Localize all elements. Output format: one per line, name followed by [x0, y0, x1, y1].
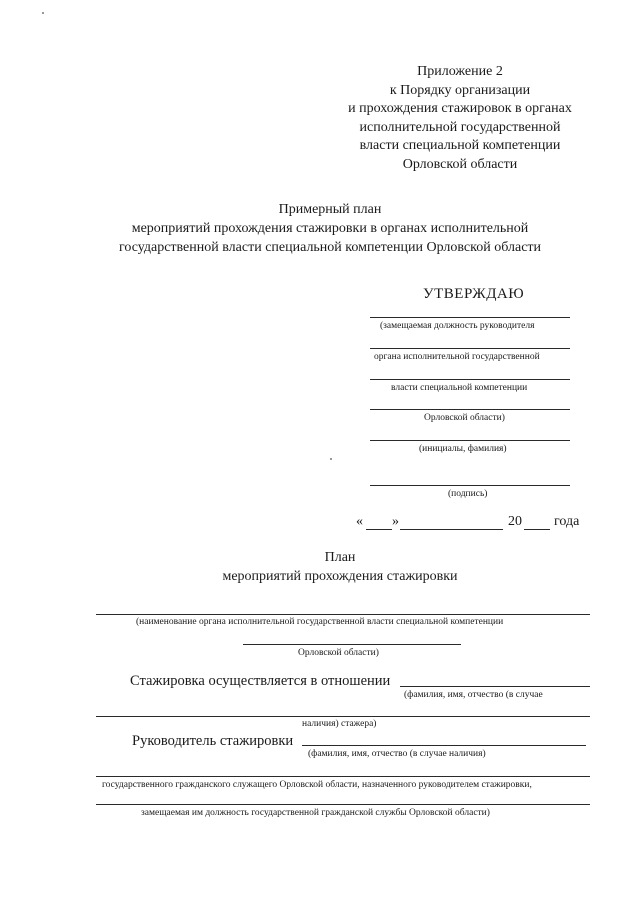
signature-line [370, 317, 570, 318]
org-name-caption: (наименование органа исполнительной государственной власти специальной компетенции [136, 617, 504, 627]
intern-caption-2: наличия) стажера) [302, 719, 377, 729]
approval-caption: власти специальной компетенции [391, 383, 528, 393]
approx-plan-line: государственной власти специальной компетенции Орловской области [118, 240, 542, 255]
signature-line [370, 348, 570, 349]
plan-title: План [324, 550, 356, 565]
head-caption: (фамилия, имя, отчество (в случае наличия) [308, 749, 486, 759]
approval-heading: УТВЕРЖДАЮ [423, 286, 525, 302]
approx-plan-title [60, 200, 600, 257]
appendix-line: к Порядку организации [389, 82, 531, 98]
date-month-blank [400, 529, 503, 530]
plan-title-block [70, 548, 610, 586]
date-year-suffix: года [554, 514, 580, 529]
approval-caption: Орловской области) [424, 413, 505, 423]
date-day-blank [366, 529, 392, 530]
intern-name-line-2 [96, 716, 590, 717]
approval-caption: органа исполнительной государственной [374, 352, 540, 362]
signature-line [370, 485, 570, 486]
approx-plan-line: мероприятий прохождения стажировки в органах исполнительной [131, 221, 529, 236]
intern-name-line [400, 686, 590, 687]
signature-line [370, 440, 570, 441]
head-caption-3: замещаемая им должность государственной гражданской службы Орловской области) [141, 808, 490, 818]
appendix-line: власти специальной компетенции [359, 138, 561, 154]
intern-caption: (фамилия, имя, отчество (в случае [404, 690, 543, 700]
scan-mark [330, 458, 332, 460]
appendix-line: исполнительной государственной [359, 119, 561, 135]
signature-line [370, 409, 570, 410]
head-caption-2: государственного гражданского служащего Орловской области, назначенного руководителем стажировки, [102, 780, 532, 790]
head-name-line-2 [96, 776, 590, 777]
head-name-line [302, 745, 586, 746]
date-close-quote: » [392, 514, 399, 529]
scan-mark [42, 12, 44, 14]
appendix-line: Приложение 2 [417, 64, 503, 79]
plan-subtitle: мероприятий прохождения стажировки [222, 569, 458, 584]
appendix-line: и прохождения стажировок в органах [348, 101, 572, 117]
approval-caption: (замещаемая должность руководителя [380, 321, 535, 331]
date-open-quote: « [356, 514, 363, 529]
org-name-line [96, 614, 590, 615]
head-name-line-3 [96, 804, 590, 805]
approval-caption: (подпись) [448, 489, 488, 499]
org-name-caption-2: Орловской области) [298, 648, 379, 658]
org-name-line-2 [243, 644, 461, 645]
signature-line [370, 379, 570, 380]
date-year-prefix: 20 [508, 514, 522, 529]
appendix-block [330, 63, 590, 175]
appendix-line: Орловской области [402, 156, 518, 172]
approx-plan-line: Примерный план [278, 202, 382, 217]
date-year-blank [524, 529, 550, 530]
approval-caption: (инициалы, фамилия) [419, 444, 507, 454]
intern-label: Стажировка осуществляется в отношении [130, 673, 391, 689]
head-label: Руководитель стажировки [132, 733, 294, 749]
